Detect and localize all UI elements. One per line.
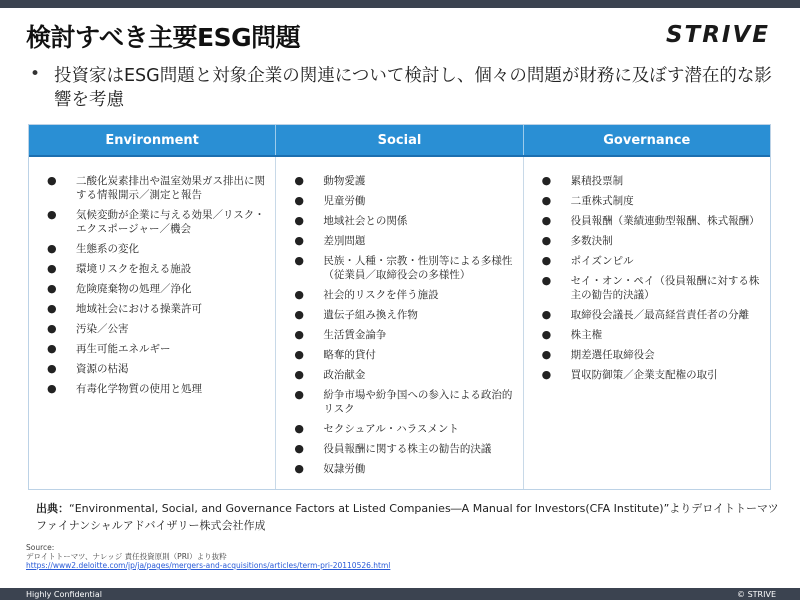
header-governance: Governance (523, 125, 770, 155)
list-item-text: セイ・オン・ペイ（役員報酬に対する株主の勧告的決議） (570, 275, 760, 301)
list-item-text: 期差選任取締役会 (570, 349, 655, 361)
bullet-dot-icon: ● (47, 174, 57, 187)
bullet-dot-icon: ● (47, 208, 57, 221)
table-body (29, 157, 770, 489)
bullet-dot-icon: ● (541, 214, 552, 227)
small-source (26, 543, 227, 561)
bullet-dot-icon: ● (47, 322, 57, 335)
bullet-dot-icon: ● (47, 382, 57, 395)
list-item-text: 生態系の変化 (76, 243, 139, 255)
list-item-text: 累積投票制 (570, 175, 624, 187)
list-item (29, 242, 275, 256)
bullet-dot-icon: ● (294, 462, 304, 475)
bullet-dot-icon: • (30, 64, 41, 84)
bullet-dot-icon: ● (541, 254, 552, 267)
bullet-dot-icon: ● (541, 328, 552, 341)
header-social: Social (275, 125, 522, 155)
list-item-text: 生活賃金論争 (323, 329, 387, 341)
list-item (29, 322, 275, 336)
bullet-dot-icon: ● (541, 308, 552, 321)
bullet-dot-icon: ● (294, 194, 304, 207)
list-item-text: 資源の枯渇 (76, 363, 129, 375)
header-environment: Environment (105, 132, 199, 148)
bullet-dot-icon: ● (294, 254, 304, 267)
list-item (29, 282, 275, 296)
page-title: 検討すべき主要ESG問題 (26, 23, 301, 52)
list-item (29, 362, 275, 376)
list-item (276, 442, 522, 456)
small-source-text: デロイトトーマツ、ナレッジ 責任投資原則（PRI）より抜粋 (26, 552, 227, 561)
list-item (276, 234, 522, 248)
bullet-dot-icon: ● (47, 262, 57, 275)
list-item (276, 308, 522, 322)
list-item-text: 奴隷労働 (323, 463, 366, 475)
bullet-dot-icon: ● (47, 342, 57, 355)
list-item (276, 328, 522, 342)
list-item (29, 342, 275, 356)
strive-logo: STRIVE (665, 22, 770, 48)
list-item-text: 動物愛護 (323, 175, 366, 187)
list-item (29, 174, 275, 202)
source-note (36, 500, 781, 534)
list-item (276, 422, 522, 436)
list-item-text: 環境リスクを抱える施設 (76, 263, 192, 275)
source-label: 出典： (36, 502, 69, 515)
list-item (276, 174, 522, 188)
list-item-text: 民族・人種・宗教・性別等による多様性（従業員／取締役会の多様性） (323, 255, 513, 281)
list-item-text: 地域社会における操業許可 (76, 303, 202, 315)
esg-table (28, 124, 771, 490)
list-item-text: 役員報酬に関する株主の勧告的決議 (323, 443, 492, 455)
list-item-text: 株主権 (570, 329, 603, 341)
list-item (524, 274, 770, 302)
bullet-dot-icon: ● (294, 174, 304, 187)
list-item (276, 388, 522, 416)
bullet-dot-icon: ● (541, 194, 552, 207)
list-item-text: 遺伝子組み換え作物 (323, 309, 418, 321)
list-item-text: 汚染／公害 (76, 323, 129, 335)
list-item (276, 194, 522, 208)
source-link[interactable]: https://www2.deloitte.com/jp/ja/pages/mergers-and-acquisitions/articles/term-pri-20110526.html (26, 561, 391, 570)
list-item-text: セクシュアル・ハラスメント (323, 423, 459, 435)
list-item-text: 危険廃棄物の処理／浄化 (76, 283, 192, 295)
intro-bullet (30, 64, 790, 112)
list-item-text: 政治献金 (323, 369, 366, 381)
bullet-dot-icon: ● (541, 174, 552, 187)
bullet-dot-icon: ● (47, 302, 57, 315)
list-item (29, 382, 275, 396)
list-item (276, 288, 522, 302)
bullet-dot-icon: ● (294, 288, 304, 301)
bullet-dot-icon: ● (541, 274, 552, 287)
list-item-text: 紛争市場や紛争国への参入による政治的リスク (323, 389, 513, 415)
bullet-dot-icon: ● (294, 348, 304, 361)
list-item-text: 二重株式制度 (570, 195, 634, 207)
footer-confidential: Highly Confidential (26, 590, 103, 599)
footer-copyright: © STRIVE (737, 590, 776, 599)
footer-bar (0, 588, 800, 600)
list-item (524, 174, 770, 188)
list-item (524, 194, 770, 208)
list-item (524, 328, 770, 342)
bullet-dot-icon: ● (294, 328, 304, 341)
environment-column (29, 157, 275, 489)
list-item-text: 再生可能エネルギー (76, 343, 171, 355)
bullet-dot-icon: ● (294, 234, 304, 247)
list-item-text: 略奪的貸付 (323, 349, 376, 361)
bullet-dot-icon: ● (294, 308, 304, 321)
list-item-text: 差別問題 (323, 235, 366, 247)
list-item (276, 254, 522, 282)
list-item-text: 気候変動が企業に与える効果／リスク・エクスポージャー／機会 (76, 209, 265, 235)
bullet-dot-icon: ● (47, 242, 57, 255)
list-item-text: 地域社会との関係 (323, 215, 408, 227)
list-item (29, 208, 275, 236)
bullet-dot-icon: ● (294, 368, 304, 381)
bullet-dot-icon: ● (47, 282, 57, 295)
source-text: “Environmental, Social, and Governance Factors at Listed Companies―A Manual for Investors(CFA Institute)”よりデロイトトーマツ ファイナンシャルアドバイザリー株式会社作成 (36, 502, 779, 532)
list-item (276, 462, 522, 476)
top-bar (0, 0, 800, 8)
list-item (524, 254, 770, 268)
list-item-text: 児童労働 (323, 195, 366, 207)
list-item (29, 262, 275, 276)
list-item (276, 368, 522, 382)
table-header (29, 125, 770, 157)
list-item-text: 二酸化炭素排出や温室効果ガス排出に関する情報開示／測定と報告 (76, 175, 265, 201)
list-item (524, 368, 770, 382)
list-item-text: 取締役会議長／最高経営責任者の分離 (570, 309, 750, 321)
governance-column (523, 157, 770, 489)
list-item (524, 234, 770, 248)
list-item-text: 役員報酬（業績連動型報酬、株式報酬） (570, 215, 760, 227)
social-column (275, 157, 522, 489)
bullet-dot-icon: ● (294, 442, 304, 455)
bullet-dot-icon: ● (294, 214, 304, 227)
bullet-dot-icon: ● (541, 368, 552, 381)
list-item-text: 有毒化学物質の使用と処理 (76, 383, 202, 395)
list-item-text: 社会的リスクを伴う施設 (323, 289, 439, 301)
bullet-dot-icon: ● (541, 348, 552, 361)
bullet-dot-icon: ● (47, 362, 57, 375)
intro-text: 投資家はESG問題と対象企業の関連について検討し、個々の問題が財務に及ぼす潜在的な影響を考慮 (54, 66, 772, 110)
list-item (524, 308, 770, 322)
bullet-dot-icon: ● (541, 234, 552, 247)
list-item (524, 348, 770, 362)
small-source-label: Source: (26, 543, 55, 552)
list-item-text: 多数決制 (570, 235, 613, 247)
list-item-text: ポイズンピル (570, 255, 634, 267)
bullet-dot-icon: ● (294, 422, 304, 435)
bullet-dot-icon: ● (294, 388, 304, 401)
list-item (276, 348, 522, 362)
list-item-text: 買収防御策／企業支配権の取引 (570, 369, 718, 381)
list-item (524, 214, 770, 228)
list-item (29, 302, 275, 316)
list-item (276, 214, 522, 228)
